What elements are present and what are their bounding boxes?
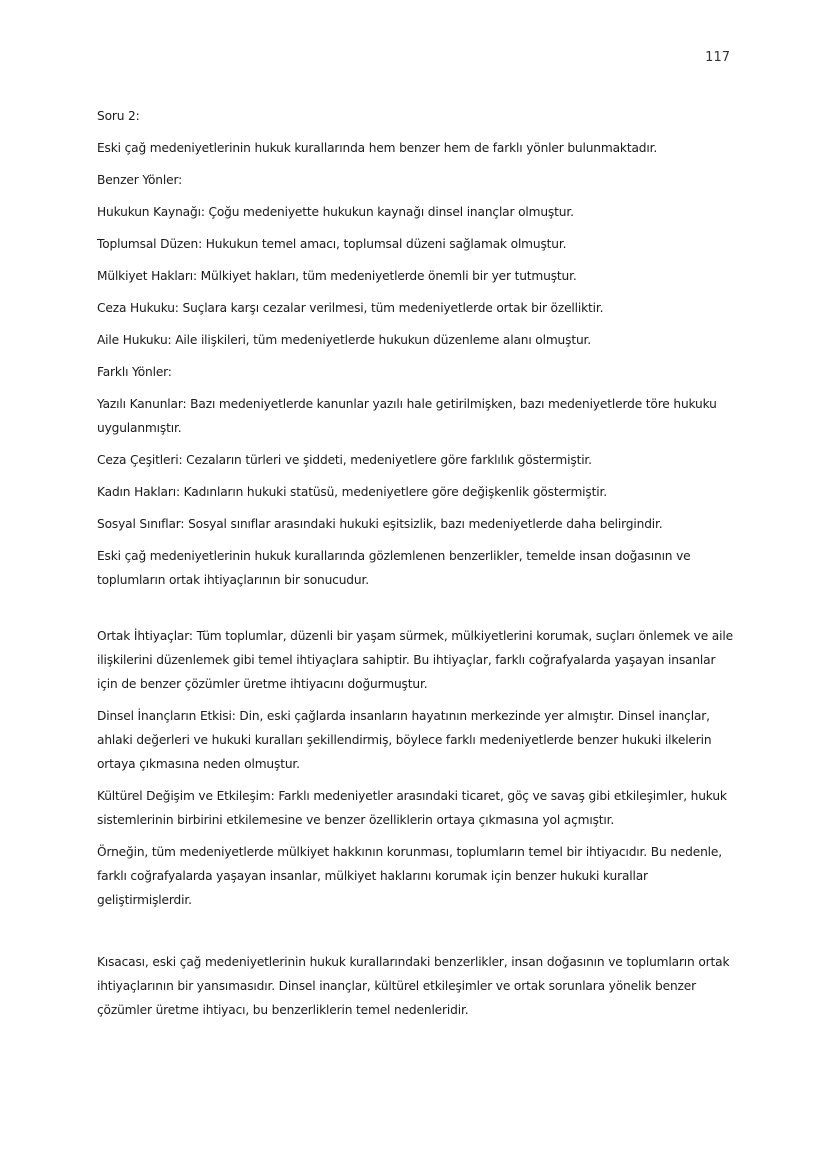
reason-paragraph: Ortak İhtiyaçlar: Tüm toplumlar, düzenli bir yaşam sürmek, mülkiyetlerini korumak, suçları önlemek ve aile ilişkilerini düzenlemek gibi temel ihtiyaçlara sahiptir. Bu ihtiyaçlar, farklı coğrafyalarda yaşayan insanlar için de benzer çözümler üretme ihtiyacını doğurmuştur. <box>97 629 733 691</box>
reason-paragraph: Kültürel Değişim ve Etkileşim: Farklı medeniyetler arasındaki ticaret, göç ve savaş gibi etkileşimler, hukuk sistemlerinin birbirini etkilemesine ve benzer özelliklerin ortaya çıkmasına yol açmıştır. <box>97 789 727 827</box>
document-body <box>97 104 737 1030</box>
similar-item: Toplumsal Düzen: Hukukun temel amacı, toplumsal düzeni sağlamak olmuştur. <box>97 237 567 251</box>
similar-item: Ceza Hukuku: Suçlara karşı cezalar verilmesi, tüm medeniyetlerde ortak bir özelliktir. <box>97 301 604 315</box>
different-item: Ceza Çeşitleri: Cezaların türleri ve şiddeti, medeniyetlere göre farklılık göstermiştir. <box>97 453 592 467</box>
similar-item: Mülkiyet Hakları: Mülkiyet hakları, tüm medeniyetlerde önemli bir yer tutmuştur. <box>97 269 577 283</box>
different-item: Kadın Hakları: Kadınların hukuki statüsü, medeniyetlere göre değişkenlik göstermiştir. <box>97 485 607 499</box>
page-number: 117 <box>705 50 730 65</box>
summary-sentence: Eski çağ medeniyetlerinin hukuk kurallarında gözlemlenen benzerlikler, temelde insan doğasının ve toplumların ortak ihtiyaçlarının bir sonucudur. <box>97 549 691 587</box>
reason-paragraph: Dinsel İnançların Etkisi: Din, eski çağlarda insanların hayatının merkezinde yer almıştır. Dinsel inançlar, ahlaki değerleri ve hukuki kuralları şekillendirmiş, böylece farklı medeniyetlerde benzer hukuki ilkelerin ortaya çıkmasına neden olmuştur. <box>97 709 712 771</box>
spacer <box>97 600 737 624</box>
spacer <box>97 920 737 950</box>
similar-item: Aile Hukuku: Aile ilişkileri, tüm medeniyetlerde hukukun düzenleme alanı olmuştur. <box>97 333 592 347</box>
section-heading-similar: Benzer Yönler: <box>97 173 183 187</box>
section-heading-different: Farklı Yönler: <box>97 365 172 379</box>
example-paragraph: Örneğin, tüm medeniyetlerde mülkiyet hakkının korunması, toplumların temel bir ihtiyacıdır. Bu nedenle, farklı coğrafyalarda yaşayan insanlar, mülkiyet haklarını korumak için benzer hukuki kurallar geliştirmişlerdir. <box>97 845 722 907</box>
conclusion-paragraph: Kısacası, eski çağ medeniyetlerinin hukuk kurallarındaki benzerlikler, insan doğasının ve toplumların ortak ihtiyaçlarının bir yansımasıdır. Dinsel inançlar, kültürel etkileşimler ve ortak sorunlara yönelik benzer çözümler üretme ihtiyacı, bu benzerliklerin temel nedenleridir. <box>97 955 730 1017</box>
different-item: Sosyal Sınıflar: Sosyal sınıflar arasındaki hukuki eşitsizlik, bazı medeniyetlerde daha belirgindir. <box>97 517 663 531</box>
similar-item: Hukukun Kaynağı: Çoğu medeniyette hukukun kaynağı dinsel inançlar olmuştur. <box>97 205 574 219</box>
intro-sentence: Eski çağ medeniyetlerinin hukuk kurallarında hem benzer hem de farklı yönler bulunmaktadır. <box>97 141 658 155</box>
question-heading: Soru 2: <box>97 109 140 123</box>
different-item: Yazılı Kanunlar: Bazı medeniyetlerde kanunlar yazılı hale getirilmişken, bazı medeniyetlerde töre hukuku uygulanmıştır. <box>97 397 717 435</box>
